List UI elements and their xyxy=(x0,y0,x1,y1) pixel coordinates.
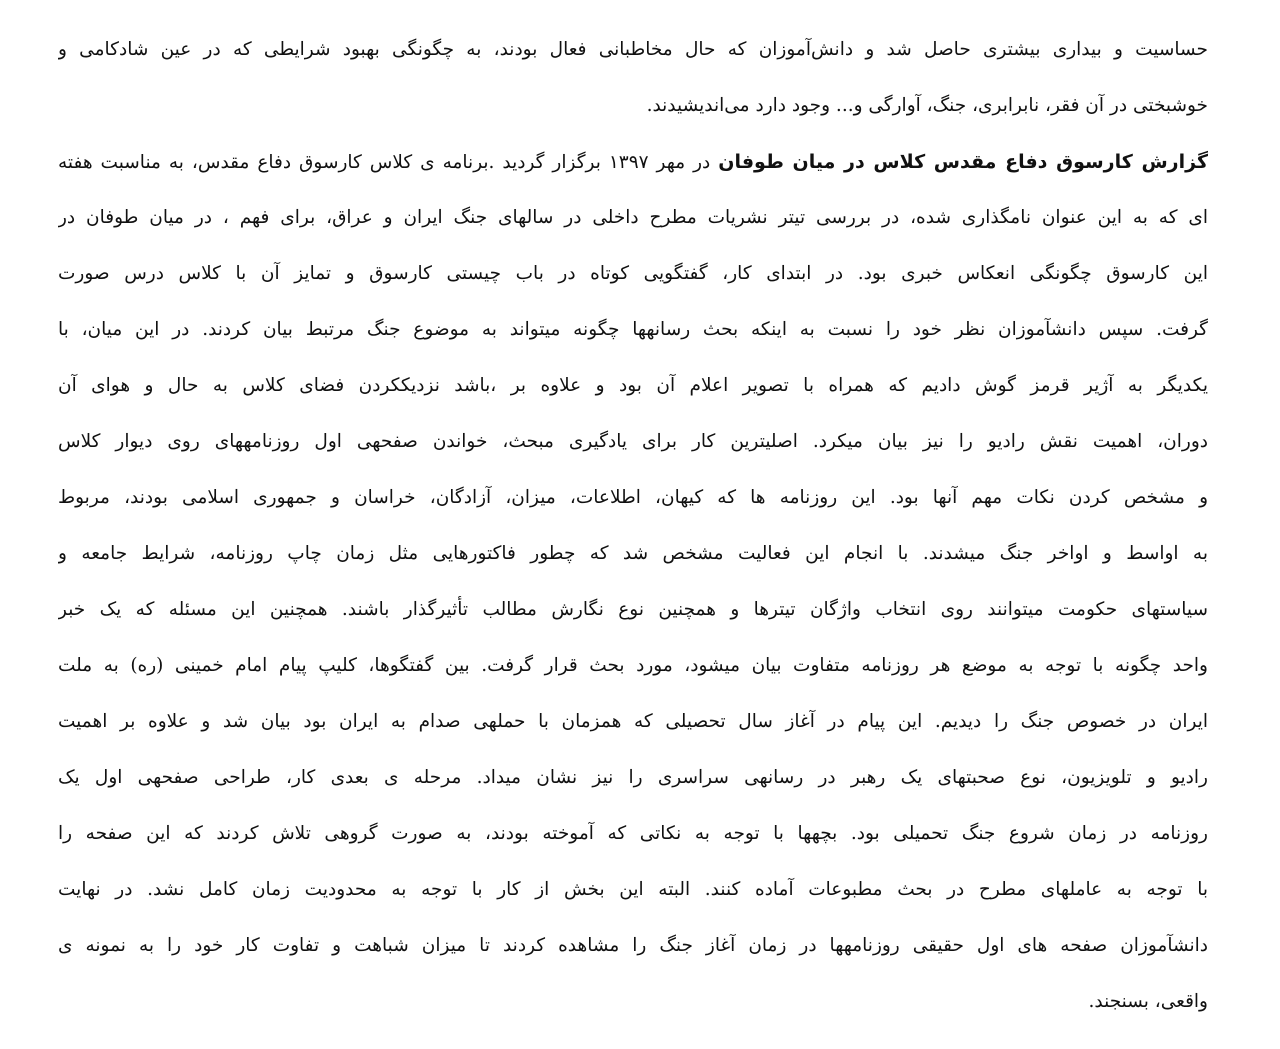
report-line: واحد چگونه با توجه به موضع هر روزنامه متفاوت بیان میشود، مورد بحث قرار گرفت. بین گفتگوها، کلیپ پیام امام خمینی (ره) به ملت xyxy=(58,655,1208,676)
report-line: ای که به این عنوان نامگذاری شده، در بررسی تیتر نشریات مطرح داخلی در سالهای جنگ ایران و عراق، برای فهم ، در میان طوفان در xyxy=(58,207,1208,228)
report-line: این کارسوق چگونگی انعکاس خبری بود. در ابتدای کار، گفتگویی کوتاه در باب چیستی کارسوق و تمایز آن با کلاس درس صورت xyxy=(58,263,1208,284)
report-last-line: واقعی، بسنجند. xyxy=(1088,991,1208,1012)
report-line: به اواسط و اواخر جنگ میشدند. با انجام این فعالیت مشخص شد که چطور فاکتورهایی مثل زمان چاپ روزنامه، شرایط جامعه و xyxy=(58,543,1208,564)
report-line: سیاستهای حکومت میتوانند روی انتخاب واژگان تیترها و همچنین نوع نگارش مطالب تأثیرگذار باشند. همچنین این مسئله که یک خبر xyxy=(58,599,1208,620)
report-line: دانشآموزان صفحه های اول حقیقی روزنامهها در زمان آغاز جنگ را مشاهده کردند تا میزان شباهت و تفاوت کار خود را به نمونه ی xyxy=(58,935,1208,956)
report-line: ایران در خصوص جنگ را دیدیم. این پیام در آغاز سال تحصیلی که همزمان با حملهی صدام به ایران بود بیان شد و علاوه بر اهمیت xyxy=(58,711,1208,732)
report-title: گزارش کارسوق دفاع مقدس کلاس در میان طوفان xyxy=(718,151,1208,173)
intro-line-1: حساسیت و بیداری بیشتری حاصل شد و دانش‌آموزان که حال مخاطبانی فعال بودند، به چگونگی بهبود شرایطی که در عین شادکامی و xyxy=(58,39,1208,60)
intro-line-2: خوشبختی در آن فقر، نابرابری، جنگ، آوارگی و... وجود دارد می‌اندیشیدند. xyxy=(646,95,1208,116)
report-line: با توجه به عاملهای مطرح در بحث مطبوعات آماده کنند. البته این بخش از کار با توجه به محدودیت زمان کامل نشد. در نهایت xyxy=(58,879,1208,900)
report-line: روزنامه در زمان شروع جنگ تحمیلی بود. بچهها با توجه به نکاتی که آموخته بودند، به صورت گروهی تلاش کردند که این صفحه را xyxy=(58,823,1208,844)
report-line: یکدیگر به آژیر قرمز گوش دادیم که همراه با تصویر اعلام آن بود و علاوه بر ،باشد نزدیککردن فضای کلاس به حال و هوای آن xyxy=(58,375,1208,396)
report-line: و مشخص کردن نکات مهم آنها بود. این روزنامه ها که کیهان، اطلاعات، میزان، آزادگان، خراسان و جمهوری اسلامی بودند، مربوط xyxy=(58,487,1208,508)
report-line: دوران، اهمیت نقش رادیو را نیز بیان میکرد. اصلیترین کار برای یادگیری مبحث، خواندن صفحهی اول روزنامههای روی دیوار کلاس xyxy=(58,431,1208,452)
document-page xyxy=(58,22,1208,1030)
report-first-line-rest: در مهر ۱۳۹۷ برگزار گردید .برنامه ی کلاس کارسوق دفاع مقدس، به مناسبت هفته xyxy=(58,152,711,173)
report-first-line xyxy=(58,134,1208,190)
report-line: گرفت. سپس دانشآموزان نظر خود را نسبت به اینکه بحث رسانهها چگونه میتواند به موضوع جنگ مرتبط بیان کردند. در این میان، با xyxy=(58,319,1208,340)
report-line: رادیو و تلویزیون، نوع صحبتهای یک رهبر در رسانهی سراسری را نیز نشان میداد. مرحله ی بعدی کار، طراحی صفحهی اول یک xyxy=(58,767,1208,788)
